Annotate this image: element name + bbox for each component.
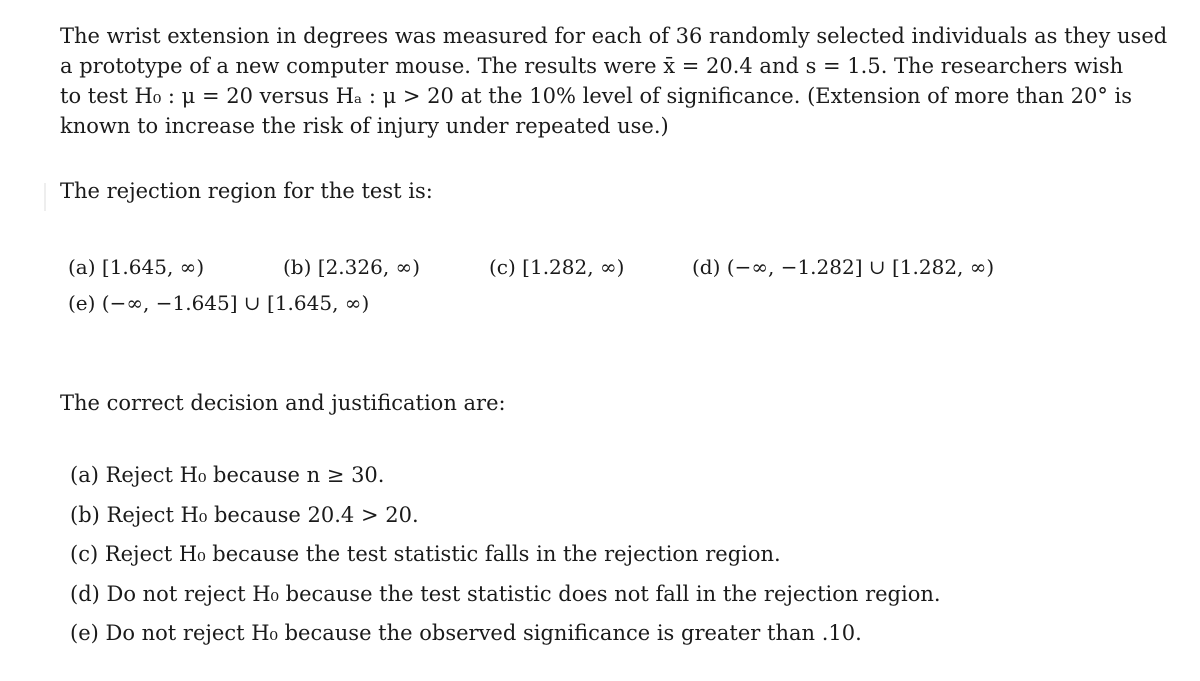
problem-line-4: known to increase the risk of injury under repeated use.)	[60, 114, 669, 138]
rejection-option-e: (e) (−∞, −1.645] ∪ [1.645, ∞)	[68, 291, 370, 315]
decision-question: The correct decision and justification are:	[60, 391, 506, 415]
decision-option-d: (d) Do not reject H₀ because the test statistic does not fall in the rejection region.	[70, 582, 941, 606]
rejection-option-b: (b) [2.326, ∞)	[283, 255, 421, 279]
rejection-option-d: (d) (−∞, −1.282] ∪ [1.282, ∞)	[692, 255, 995, 279]
problem-line-3: to test H₀ : μ = 20 versus Hₐ : μ > 20 at the 10% level of significance. (Extension of more than 20° is	[60, 84, 1133, 108]
rejection-option-c: (c) [1.282, ∞)	[489, 255, 625, 279]
problem-line-2: a prototype of a new computer mouse. The results were x̄ = 20.4 and s = 1.5. The researchers wish	[60, 54, 1124, 78]
decision-option-b: (b) Reject H₀ because 20.4 > 20.	[70, 503, 419, 527]
problem-line-1: The wrist extension in degrees was measured for each of 36 randomly selected individuals as they used	[60, 24, 1168, 48]
rejection-region-question: The rejection region for the test is:	[60, 179, 433, 203]
decision-option-e: (e) Do not reject H₀ because the observed significance is greater than .10.	[70, 621, 862, 645]
rejection-option-a: (a) [1.645, ∞)	[68, 255, 205, 279]
decision-option-c: (c) Reject H₀ because the test statistic falls in the rejection region.	[70, 542, 781, 566]
decision-option-a: (a) Reject H₀ because n ≥ 30.	[70, 463, 385, 487]
left-margin-mark	[44, 183, 46, 211]
